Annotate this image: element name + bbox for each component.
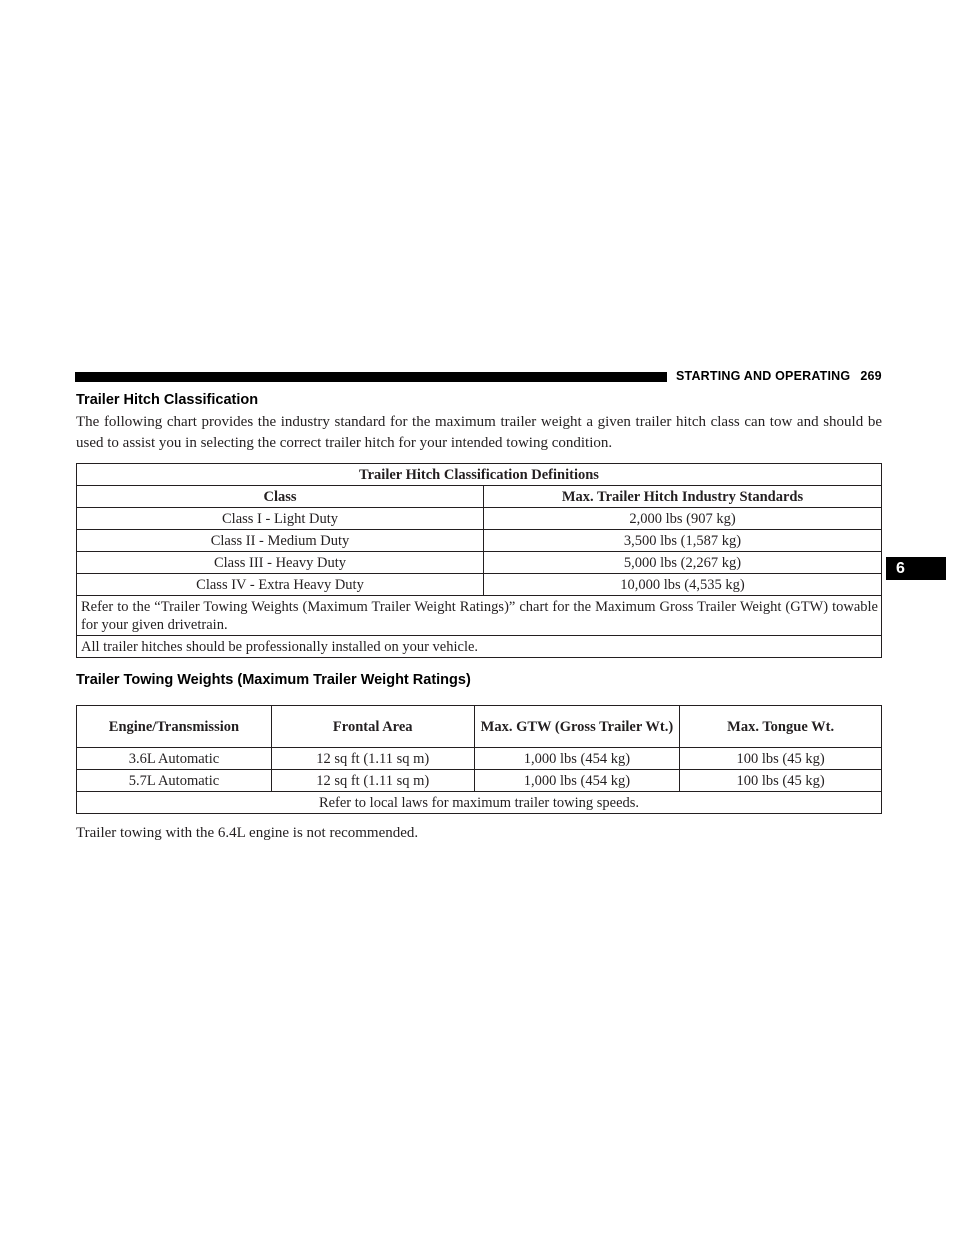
class-cell: Class IV - Extra Heavy Duty — [77, 574, 484, 596]
column-header-class: Class — [77, 486, 484, 508]
table-note-row — [77, 596, 882, 636]
column-header-max-gtw: Max. GTW (Gross Trailer Wt.) — [474, 706, 680, 748]
tongue-weight-cell: 100 lbs (45 kg) — [680, 770, 882, 792]
engine-note: Trailer towing with the 6.4L engine is not recommended. — [76, 825, 419, 841]
table-note-gtw: Refer to the “Trailer Towing Weights (Maximum Trailer Weight Ratings)” chart for the Maximum Gross Trailer Weight (GTW) towable for your given drivetrain. — [77, 596, 882, 636]
hitch-classification-table — [76, 463, 882, 658]
header-rule — [75, 372, 667, 382]
towing-weights-table — [76, 705, 882, 814]
standard-cell: 3,500 lbs (1,587 kg) — [484, 530, 882, 552]
hitch-classification-heading: Trailer Hitch Classification — [76, 392, 259, 408]
intro-paragraph: The following chart provides the industry standard for the maximum trailer weight a given trailer hitch class can tow and should be used to assist you in selecting the correct trailer hitch for your intended towing condition. — [76, 414, 882, 451]
table-row — [77, 530, 882, 552]
standard-cell: 10,000 lbs (4,535 kg) — [484, 574, 882, 596]
chapter-tab: 6 — [886, 557, 946, 580]
page-number: 269 — [860, 369, 882, 383]
column-header-tongue-weight: Max. Tongue Wt. — [680, 706, 882, 748]
class-cell: Class II - Medium Duty — [77, 530, 484, 552]
tongue-weight-cell: 100 lbs (45 kg) — [680, 748, 882, 770]
engine-cell: 3.6L Automatic — [77, 748, 272, 770]
class-cell: Class I - Light Duty — [77, 508, 484, 530]
frontal-area-cell: 12 sq ft (1.11 sq m) — [271, 748, 474, 770]
table-row — [77, 770, 882, 792]
engine-cell: 5.7L Automatic — [77, 770, 272, 792]
table-title-row — [77, 464, 882, 486]
running-header — [676, 369, 882, 383]
table-footer-note: Refer to local laws for maximum trailer towing speeds. — [77, 792, 882, 814]
table-header-row — [77, 706, 882, 748]
section-title: STARTING AND OPERATING — [676, 369, 851, 383]
column-header-standards: Max. Trailer Hitch Industry Standards — [484, 486, 882, 508]
table-row — [77, 574, 882, 596]
max-gtw-cell: 1,000 lbs (454 kg) — [474, 748, 680, 770]
table-header-row — [77, 486, 882, 508]
table-footer-row — [77, 792, 882, 814]
frontal-area-cell: 12 sq ft (1.11 sq m) — [271, 770, 474, 792]
table-row — [77, 508, 882, 530]
standard-cell: 2,000 lbs (907 kg) — [484, 508, 882, 530]
table-row — [77, 552, 882, 574]
max-gtw-cell: 1,000 lbs (454 kg) — [474, 770, 680, 792]
class-cell: Class III - Heavy Duty — [77, 552, 484, 574]
towing-weights-heading: Trailer Towing Weights (Maximum Trailer Weight Ratings) — [76, 672, 471, 688]
table-note-install: All trailer hitches should be professionally installed on your vehicle. — [77, 636, 882, 658]
column-header-engine: Engine/Transmission — [77, 706, 272, 748]
column-header-frontal-area: Frontal Area — [271, 706, 474, 748]
table-title: Trailer Hitch Classification Definitions — [77, 464, 882, 486]
table-row — [77, 748, 882, 770]
standard-cell: 5,000 lbs (2,267 kg) — [484, 552, 882, 574]
table-note-row — [77, 636, 882, 658]
